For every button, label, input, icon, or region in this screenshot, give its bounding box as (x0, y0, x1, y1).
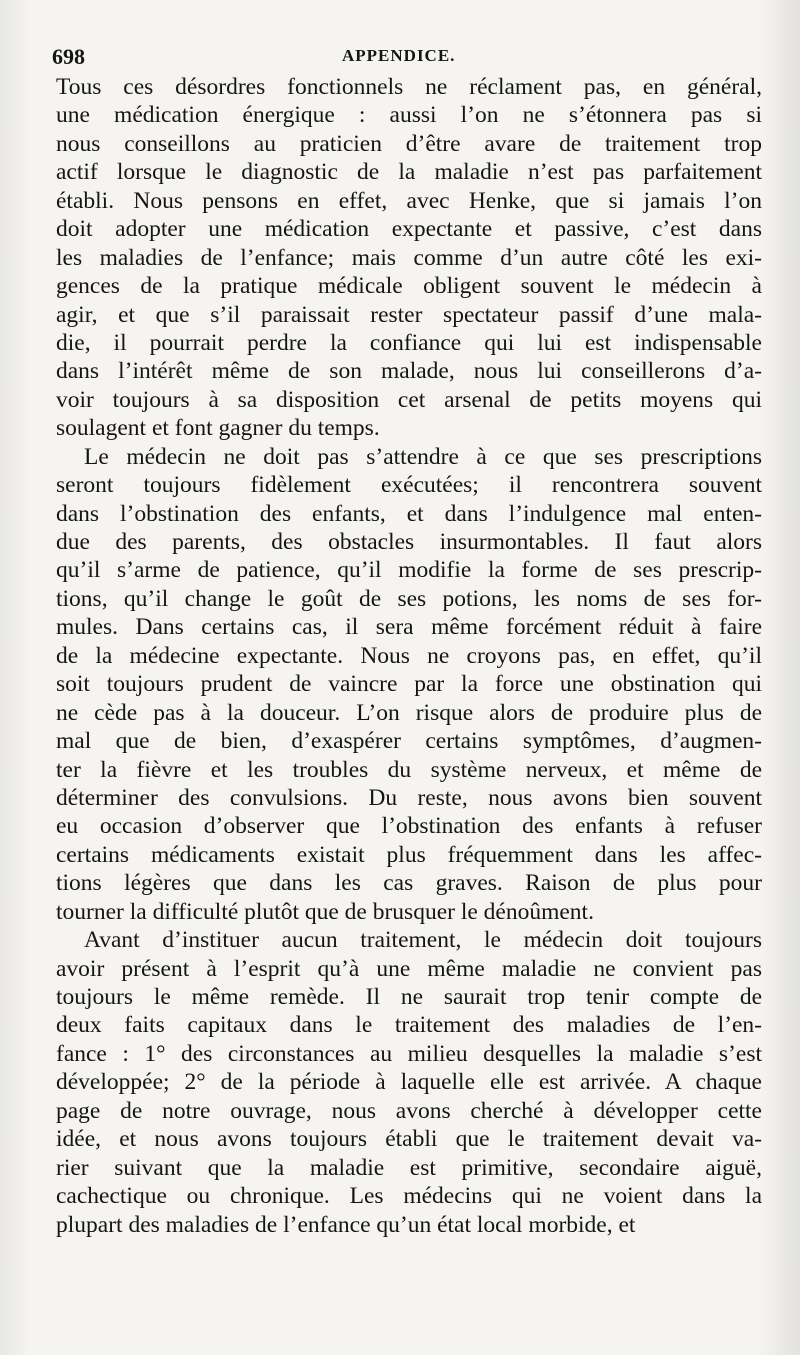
text-line: une médication énergique : aussi l’on ne s’étonnera pas si (56, 102, 762, 129)
text-line: soulagent et font gagner du temps. (56, 415, 380, 442)
running-head: APPENDICE. (342, 46, 456, 65)
text-line: ter la fièvre et les troubles du système nerveux, et même de (56, 756, 762, 783)
text-line: tions légères que dans les cas graves. Raison de plus pour (56, 870, 762, 897)
text-line: certains médicaments existait plus fréquemment dans les affec- (56, 841, 762, 868)
paragraph (56, 926, 762, 1239)
text-line: Le médecin ne doit pas s’attendre à ce que ses prescriptions (84, 443, 762, 470)
text-line: développée; 2° de la période à laquelle elle est arrivée. A chaque (56, 1069, 762, 1096)
paragraph (56, 73, 762, 443)
page-number: 698 (52, 44, 85, 69)
text-line: due des parents, des obstacles insurmontables. Il faut alors (56, 529, 762, 555)
text-line: Tous ces désordres fonctionnels ne réclament pas, en général, (56, 74, 762, 100)
text-line: établi. Nous pensons en effet, avec Henke, que si jamais l’on (56, 187, 762, 214)
text-line: Avant d’instituer aucun traitement, le médecin doit toujours (84, 927, 762, 954)
page-header (52, 44, 752, 72)
text-line: nous conseillons au praticien d’être avare de traitement trop (56, 130, 762, 157)
text-line: cachectique ou chronique. Les médecins qui ne voient dans la (56, 1183, 762, 1210)
text-line: idée, et nous avons toujours établi que le traitement devait va- (56, 1126, 762, 1153)
text-line: deux faits capitaux dans le traitement des maladies de l’en- (56, 1012, 762, 1039)
text-line: déterminer des convulsions. Du reste, nous avons bien souvent (56, 784, 762, 811)
text-line: tourner la difficulté plutôt que de brusquer le dénoûment. (56, 898, 594, 925)
text-line: dans l’intérêt même de son malade, nous lui conseillerons d’a- (56, 358, 762, 385)
paragraph (56, 443, 762, 926)
text-line: de la médecine expectante. Nous ne croyons pas, en effet, qu’il (56, 642, 762, 669)
body-text (56, 73, 762, 1239)
text-line: agir, et que s’il paraissait rester spectateur passif d’une mala- (56, 301, 762, 328)
text-line: fance : 1° des circonstances au milieu desquelles la maladie s’est (56, 1040, 762, 1067)
text-line: mules. Dans certains cas, il sera même forcément réduit à faire (56, 614, 762, 641)
text-line: toujours le même remède. Il ne saurait trop tenir compte de (56, 984, 762, 1010)
text-line: plupart des maladies de l’enfance qu’un état local morbide, et (56, 1211, 636, 1238)
text-line: die, il pourrait perdre la confiance qui lui est indispensable (56, 329, 762, 356)
text-line: mal que de bien, d’exaspérer certains symptômes, d’augmen- (56, 728, 762, 755)
text-line: qu’il s’arme de patience, qu’il modifie la forme de ses prescrip- (56, 557, 762, 584)
text-line: gences de la pratique médicale obligent souvent le médecin à (56, 273, 762, 300)
text-line: dans l’obstination des enfants, et dans l’indulgence mal enten- (56, 500, 762, 527)
text-line: page de notre ouvrage, nous avons cherché à développer cette (56, 1097, 762, 1124)
text-line: doit adopter une médication expectante et passive, c’est dans (56, 216, 762, 243)
text-line: actif lorsque le diagnostic de la maladie n’est pas parfaitement (56, 159, 762, 186)
text-line: voir toujours à sa disposition cet arsenal de petits moyens qui (56, 386, 762, 413)
text-line: ne cède pas à la douceur. L’on risque alors de produire plus de (56, 699, 762, 726)
text-line: les maladies de l’enfance; mais comme d’un autre côté les exi- (56, 244, 762, 271)
text-line: soit toujours prudent de vaincre par la force une obstination qui (56, 671, 762, 698)
text-line: seront toujours fidèlement exécutées; il rencontrera souvent (56, 472, 762, 499)
text-line: tions, qu’il change le goût de ses potions, les noms de ses for- (56, 585, 762, 612)
text-line: rier suivant que la maladie est primitive, secondaire aiguë, (56, 1154, 762, 1181)
text-line: eu occasion d’observer que l’obstination des enfants à refuser (56, 813, 762, 840)
text-line: avoir présent à l’esprit qu’à une même maladie ne convient pas (56, 955, 762, 982)
